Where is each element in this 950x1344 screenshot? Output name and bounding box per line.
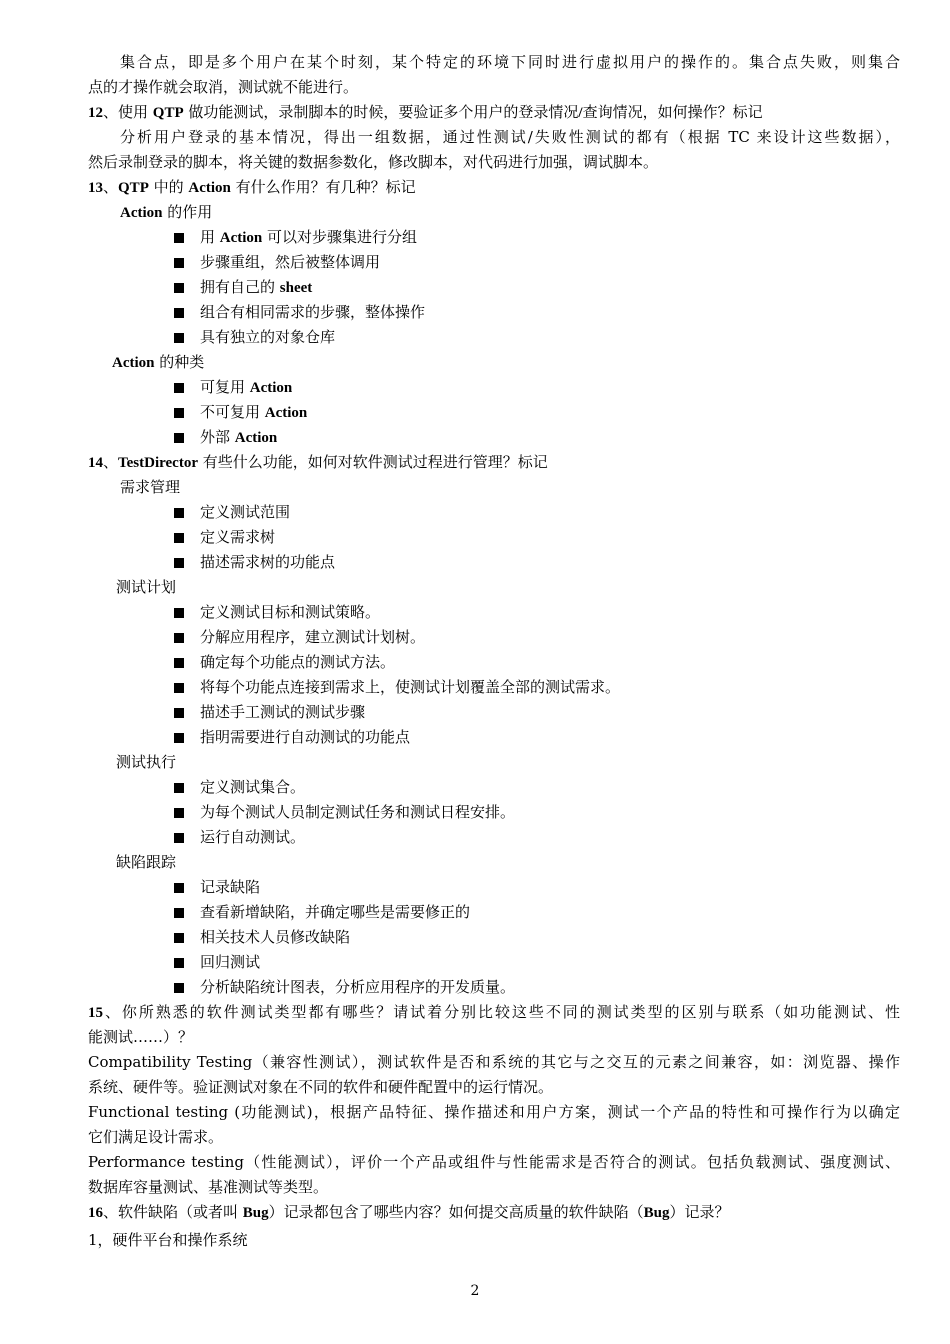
bullet-text: 定义需求树 (200, 528, 276, 546)
question-number: 15 (88, 1005, 103, 1021)
question-16 (88, 1202, 730, 1222)
q16-bold-b: Bug (643, 1205, 670, 1221)
bullet-item (174, 952, 260, 972)
bullet-item (174, 877, 260, 897)
bullet-text: 定义测试范围 (200, 503, 291, 521)
square-bullet-icon (174, 308, 184, 318)
q16-bold-a: Bug (242, 1205, 269, 1221)
question-13 (88, 177, 416, 197)
bullet-text: 为每个测试人员制定测试任务和测试日程安排。 (200, 803, 516, 821)
bullet-text: 查看新增缺陷，并确定哪些是需要修正的 (200, 903, 471, 921)
q13-text-c: 有什么作用？有几种？标记 (230, 178, 416, 196)
func-text-1: Functional testing (功能测试)，根据产品特征、操作描述和用户方案，测试一个产品的特性和可操作行为以确定 (88, 1103, 900, 1121)
q14-bold-a: TestDirector (118, 455, 198, 471)
square-bullet-icon (174, 733, 184, 743)
q12-answer-text-1: 分析用户登录的基本情况，得出一组数据，通过性测试/失败性测试的都有（根据 TC 来设计这些数据）， (120, 128, 900, 146)
bullet-text: 定义测试集合。 (200, 778, 306, 796)
func-line-2 (88, 1127, 223, 1147)
q13-bold-a: QTP (118, 180, 149, 196)
bullet-item (174, 977, 515, 997)
square-bullet-icon (174, 658, 184, 668)
q16-text-b: ）记录都包含了哪些内容？如何提交高质量的软件缺陷（ (268, 1203, 644, 1221)
q14-text-b: 有些什么功能，如何对软件测试过程进行管理？标记 (198, 453, 548, 471)
bullet-item (174, 652, 395, 672)
q16-item-1 (88, 1230, 248, 1250)
square-bullet-icon (174, 408, 184, 418)
square-bullet-icon (174, 633, 184, 643)
bullet-item (174, 427, 277, 447)
q13-kind-heading (112, 352, 204, 372)
square-bullet-icon (174, 683, 184, 693)
question-15-cont (88, 1027, 193, 1047)
bullet-text: 相关技术人员修改缺陷 (200, 928, 351, 946)
perf-line-1 (88, 1152, 900, 1172)
bullet-text: 分解应用程序，建立测试计划树。 (200, 628, 426, 646)
bullet-text: 回归测试 (200, 953, 261, 971)
bullet-item (174, 227, 417, 247)
q16-item-text: 1，硬件平台和操作系统 (88, 1231, 248, 1249)
bullet-text: 定义测试目标和测试策略。 (200, 603, 381, 621)
question-14 (88, 452, 548, 472)
q16-text-c: ）记录？ (669, 1203, 730, 1221)
perf-text-2: 数据库容量测试、基准测试等类型。 (88, 1178, 329, 1196)
question-number: 13 (88, 180, 103, 196)
bullet-item (174, 377, 292, 397)
q12-answer-line-1 (88, 127, 900, 147)
bullet-item (174, 727, 410, 747)
bullet-item (174, 902, 470, 922)
square-bullet-icon (174, 983, 184, 993)
bullet-item (174, 277, 312, 297)
intro-text-1: 集合点，即是多个用户在某个时刻，某个特定的环境下同时进行虚拟用户的操作的。集合点失败，则集合 (120, 53, 900, 71)
q12-text-c: 查询情况，如何操作？标记 (582, 103, 763, 121)
page-number: 2 (470, 1283, 480, 1299)
q14-text-a: 、 (103, 453, 119, 471)
square-bullet-icon (174, 508, 184, 518)
bullet-text: 外部 (200, 428, 235, 446)
square-bullet-icon (174, 933, 184, 943)
q13-bold-b: Action (188, 180, 231, 196)
compat-text-2: 系统、硬件等。验证测试对象在不同的软件和硬件配置中的运行情况。 (88, 1078, 554, 1096)
square-bullet-icon (174, 258, 184, 268)
q13-kind-heading-bold: Action (112, 355, 155, 371)
bullet-text: 将每个功能点连接到需求上，使测试计划覆盖全部的测试需求。 (200, 678, 621, 696)
bullet-text: 指明需要进行自动测试的功能点 (200, 728, 411, 746)
perf-text-1: Performance testing（性能测试），评价一个产品或组件与性能需求是否符合的测试。包括负载测试、强度测试、 (88, 1153, 900, 1171)
square-bullet-icon (174, 708, 184, 718)
section-heading (120, 477, 180, 497)
bullet-bold: Action (264, 405, 308, 421)
q12-bold-b: / (578, 105, 583, 121)
q12-text-b: 做功能测试，录制脚本的时候，要验证多个用户的登录情况 (183, 103, 579, 121)
intro-line-2 (88, 77, 358, 97)
question-number: 12 (88, 105, 103, 121)
bullet-item (174, 402, 307, 422)
compat-line-2 (88, 1077, 553, 1097)
section-title: 测试计划 (116, 578, 177, 596)
bullet-text: 步骤重组，然后被整体调用 (200, 253, 381, 271)
bullet-text: 拥有自己的 (200, 278, 280, 296)
bullet-bold: Action (219, 230, 263, 246)
square-bullet-icon (174, 883, 184, 893)
q12-bold-a: QTP (152, 105, 184, 121)
bullet-item (174, 627, 425, 647)
bullet-bold: sheet (279, 280, 313, 296)
intro-text-2: 点的才操作就会取消，测试就不能进行。 (88, 78, 359, 96)
bullet-text: 描述需求树的功能点 (200, 553, 336, 571)
square-bullet-icon (174, 283, 184, 293)
bullet-item (174, 552, 335, 572)
section-title: 需求管理 (120, 478, 181, 496)
bullet-item (174, 527, 275, 547)
compat-text-1: Compatibility Testing（兼容性测试），测试软件是否和系统的其它与之交互的元素之间兼容，如：浏览器、操作 (88, 1053, 900, 1071)
bullet-item (174, 302, 425, 322)
bullet-bold: Action (249, 380, 293, 396)
section-heading (116, 852, 176, 872)
bullet-item (174, 702, 365, 722)
perf-line-2 (88, 1177, 328, 1197)
bullet-text: 确定每个功能点的测试方法。 (200, 653, 396, 671)
section-title: 缺陷跟踪 (116, 853, 177, 871)
square-bullet-icon (174, 533, 184, 543)
bullet-text: 具有独立的对象仓库 (200, 328, 336, 346)
square-bullet-icon (174, 608, 184, 618)
q13-text-a: 、 (103, 178, 119, 196)
q12-answer-text-2: 然后录制登录的脚本，将关键的数据参数化，修改脚本，对代码进行加强，调试脚本。 (88, 153, 659, 171)
bullet-text: 描述手工测试的测试步骤 (200, 703, 366, 721)
bullet-text: 组合有相同需求的步骤，整体操作 (200, 303, 426, 321)
square-bullet-icon (174, 433, 184, 443)
q13-role-heading-bold: Action (120, 205, 163, 221)
bullet-text: 不可复用 (200, 403, 265, 421)
bullet-bold: Action (234, 430, 278, 446)
q12-answer-line-2 (88, 152, 658, 172)
square-bullet-icon (174, 558, 184, 568)
q13-role-heading-text: 的作用 (162, 203, 213, 221)
compat-line-1 (88, 1052, 900, 1072)
bullet-item (174, 602, 380, 622)
square-bullet-icon (174, 958, 184, 968)
question-12 (88, 102, 763, 122)
q12-text-a: 、使用 (103, 103, 153, 121)
bullet-item (174, 827, 305, 847)
square-bullet-icon (174, 233, 184, 243)
q13-text-b: 中的 (148, 178, 189, 196)
square-bullet-icon (174, 908, 184, 918)
intro-line-1 (88, 52, 900, 72)
question-number: 14 (88, 455, 103, 471)
square-bullet-icon (174, 808, 184, 818)
bullet-item (174, 802, 515, 822)
q16-text-a: 、软件缺陷（或者叫 (103, 1203, 243, 1221)
q13-role-heading (120, 202, 212, 222)
q13-kind-heading-text: 的种类 (154, 353, 205, 371)
bullet-text-end: 可以对步骤集进行分组 (262, 228, 418, 246)
section-heading (116, 752, 176, 772)
bullet-text: 分析缺陷统计图表，分析应用程序的开发质量。 (200, 978, 516, 996)
bullet-text: 运行自动测试。 (200, 828, 306, 846)
q15-text-1: 、你所熟悉的软件测试类型都有哪些？请试着分别比较这些不同的测试类型的区别与联系（如功能测试、性 (103, 1003, 900, 1021)
square-bullet-icon (174, 383, 184, 393)
bullet-item (174, 927, 350, 947)
bullet-item (174, 252, 380, 272)
section-heading (116, 577, 176, 597)
bullet-item (174, 327, 335, 347)
square-bullet-icon (174, 783, 184, 793)
section-title: 测试执行 (116, 753, 177, 771)
bullet-item (174, 777, 305, 797)
bullet-text: 记录缺陷 (200, 878, 261, 896)
bullet-text: 用 (200, 228, 220, 246)
question-number: 16 (88, 1205, 103, 1221)
bullet-text: 可复用 (200, 378, 250, 396)
square-bullet-icon (174, 333, 184, 343)
question-15 (88, 1002, 900, 1022)
bullet-item (174, 677, 620, 697)
q15-text-2: 能测试……）？ (88, 1028, 194, 1046)
func-line-1 (88, 1102, 900, 1122)
func-text-2: 它们满足设计需求。 (88, 1128, 224, 1146)
bullet-item (174, 502, 290, 522)
square-bullet-icon (174, 833, 184, 843)
